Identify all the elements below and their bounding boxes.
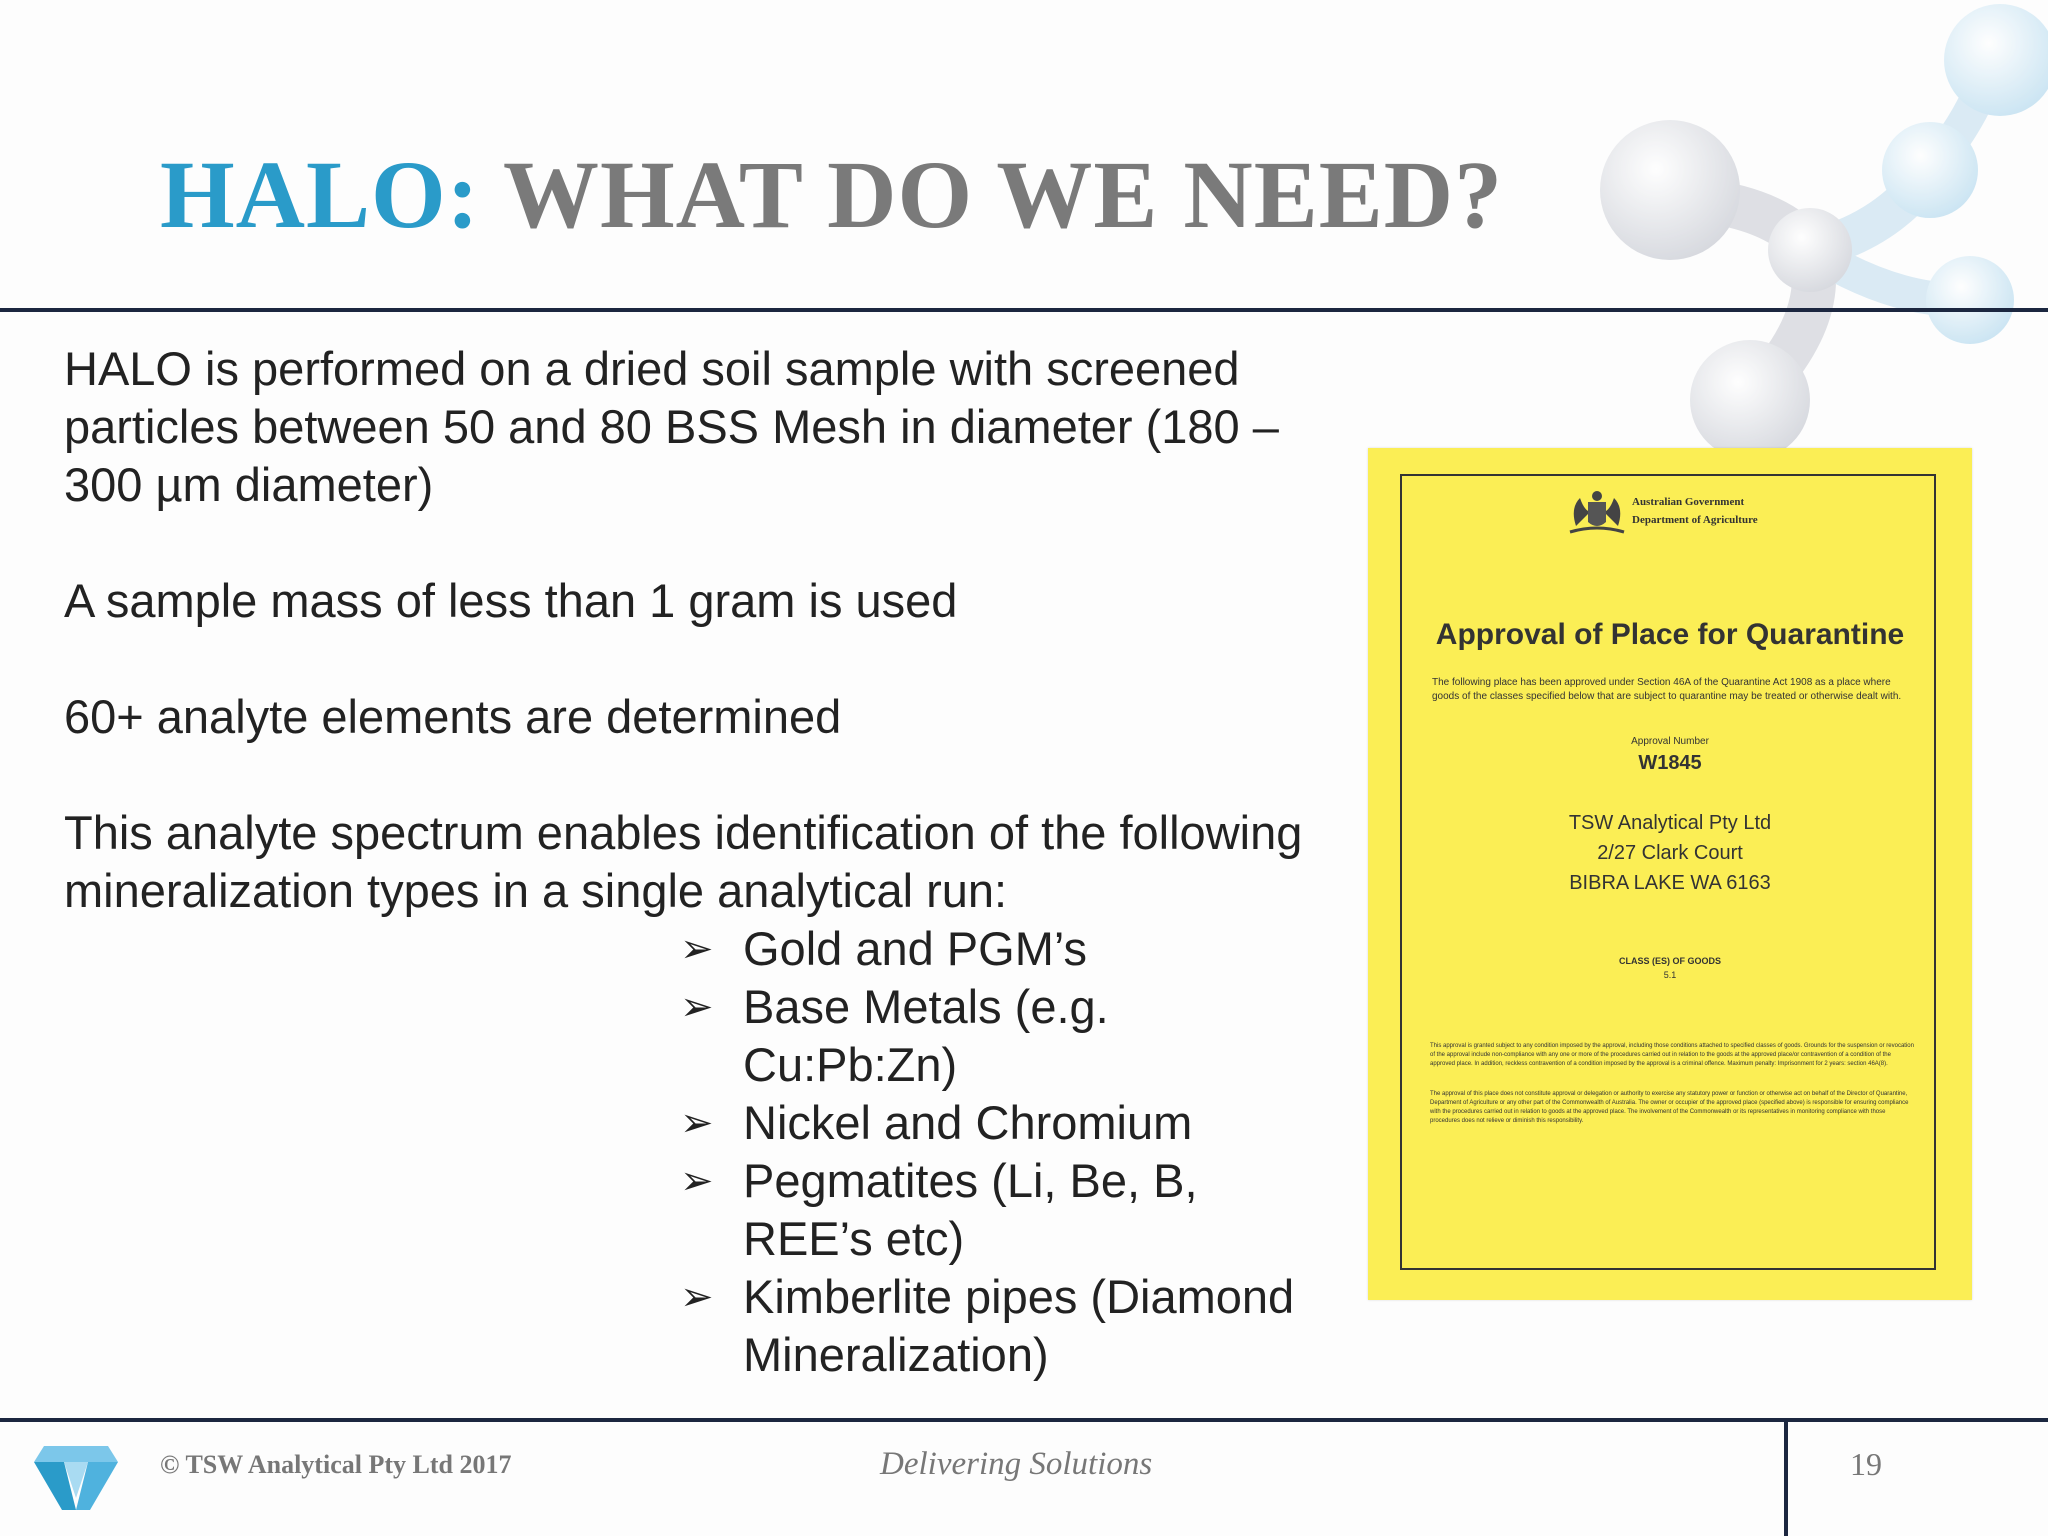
molecule-graphic — [1560, 0, 2048, 470]
title-rest: WHAT DO WE NEED? — [502, 141, 1504, 248]
arrow-bullet-icon: ➢ — [680, 1101, 714, 1145]
tagline: Delivering Solutions — [880, 1446, 1153, 1482]
certificate-dept-line: Department of Agriculture — [1632, 514, 1758, 526]
slide-title — [160, 140, 1503, 250]
address-line: 2/27 Clark Court — [1597, 842, 1743, 864]
government-logo — [1566, 488, 1846, 548]
certificate-intro: The following place has been approved under Section 46A of the Quarantine Act 1908 as a place where goods of the classes specified below that are subject to quarantine may be treated or otherwise dealt with. — [1432, 677, 1902, 702]
body-text — [64, 340, 1304, 920]
list-item: ➢ Gold and PGM’s — [680, 920, 1300, 978]
copyright-text: © TSW Analytical Pty Ltd 2017 — [160, 1450, 512, 1479]
top-divider — [0, 308, 2048, 312]
arrow-bullet-icon: ➢ — [680, 985, 714, 1029]
paragraph-sample-mass: A sample mass of less than 1 gram is used — [64, 574, 958, 627]
tsw-logo-icon — [34, 1438, 118, 1512]
address-line: TSW Analytical Pty Ltd — [1568, 812, 1772, 834]
list-item: ➢ Pegmatites (Li, Be, B, REE’s etc) — [680, 1154, 1198, 1265]
quarantine-certificate-image — [1368, 448, 1972, 1300]
arrow-bullet-icon: ➢ — [680, 1275, 714, 1319]
footer-page-divider — [1784, 1420, 1788, 1536]
class-of-goods-label: CLASS (ES) OF GOODS — [1618, 956, 1721, 966]
coat-of-arms-icon — [1566, 488, 1628, 538]
paragraph-spectrum: This analyte spectrum enables identification of the following mineralization types in a single analytical run: — [64, 806, 1303, 917]
certificate-title: Approval of Place for Quarantine — [1435, 618, 1905, 651]
address-line: BIBRA LAKE WA 6163 — [1569, 872, 1771, 894]
list-item: ➢ Nickel and Chromium — [680, 1094, 1300, 1152]
mineralization-list — [680, 920, 1300, 1384]
page-number: 19 — [1850, 1446, 1882, 1482]
arrow-bullet-icon: ➢ — [680, 927, 714, 971]
list-item: ➢ Kimberlite pipes (Diamond Mineralization) — [680, 1270, 1295, 1381]
approval-number: W1845 — [1638, 752, 1702, 774]
footer-divider — [0, 1418, 2048, 1422]
arrow-bullet-icon: ➢ — [680, 1159, 714, 1203]
list-item: ➢ Base Metals (e.g. Cu:Pb:Zn) — [680, 980, 1109, 1091]
certificate-fine-print: This approval is granted subject to any condition imposed by the approval, including those conditions attached to specified classes of goods. Grounds for the suspension or revocation of the approval include non-compliance with any one or more of the procedures carried out in relation to the goods at the approved place/or contravention of a condition of the approved place. In addition, reckless contravention of a condition imposed by the approval is a criminal offence. Maximum penalty: Imprisonment for 2 years: section 46A(8). — [1430, 1043, 1914, 1067]
certificate-gov-line: Australian Government — [1632, 496, 1745, 508]
paragraph-sample-prep: HALO is performed on a dried soil sample with screened particles between 50 and 80 BSS Mesh in diameter (180 – 300 µm diameter) — [64, 342, 1279, 511]
title-accent: HALO: — [160, 141, 480, 248]
paragraph-analytes: 60+ analyte elements are determined — [64, 690, 842, 743]
class-of-goods-value: 5.1 — [1663, 970, 1677, 980]
certificate-address — [1368, 808, 1972, 898]
approval-number-label: Approval Number — [1631, 736, 1709, 747]
certificate-fine-print: The approval of this place does not constitute approval or delegation or authority to exercise any statutory power or function or otherwise act on behalf of the Director of Quarantine, Department of Agriculture or any other part of the Commonwealth of Australia. The owner or occupier of the approved place (specified above) is responsible for ensuring compliance with the procedures carried out in relation to goods at the approved place. The involvement of the Commonwealth or its representatives in monitoring compliance with those procedures does not relieve or diminish this responsibility. — [1430, 1091, 1909, 1124]
